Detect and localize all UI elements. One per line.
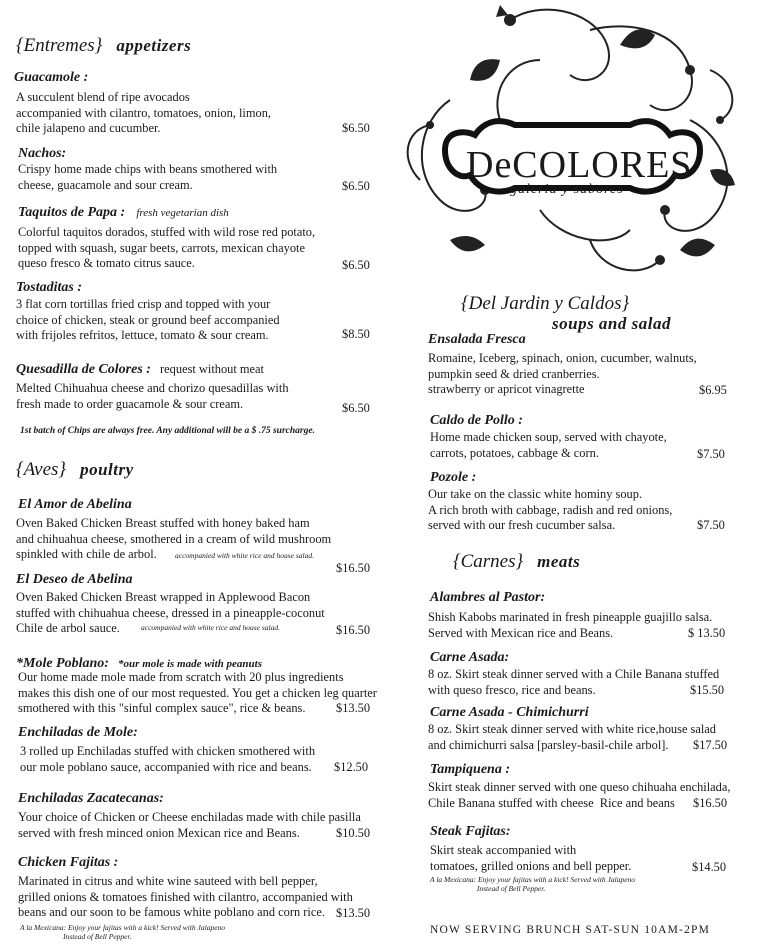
section-title: {Entremes} xyxy=(16,35,103,56)
item-description: 8 oz. Skirt steak dinner served with white rice,house salad and chimichurri salsa [parsley-basil-chile arbol]. xyxy=(428,722,717,752)
section-subtitle: appetizers xyxy=(116,36,192,55)
item-description: Colorful taquitos dorados, stuffed with wild rose red potato, topped with squash, sugar beets, carrots, mexican chayote queso fresco & tomato citrus sauce. xyxy=(18,225,316,270)
item-description: 3 flat corn tortillas fried crisp and topped with your choice of chicken, steak or ground beef accompanied with frijoles refritos, lettuce, tomato & sour cream. xyxy=(16,297,280,342)
item-name: Guacamole : xyxy=(14,70,89,85)
item-name: Quesadilla de Colores : xyxy=(16,362,151,377)
item-footnote: A la Mexicana: Enjoy your fajitas with a kick! Served with Jalapeno Instead of Bell Pepper. xyxy=(20,923,226,941)
item-name: Chicken Fajitas : xyxy=(18,855,119,870)
item-note: request without meat xyxy=(160,362,264,376)
item-description: Your choice of Chicken or Cheese enchiladas made with chile pasilla served with fresh minced onion Mexican rice and Beans. xyxy=(18,810,361,840)
item-name: El Amor de Abelina xyxy=(18,497,132,512)
section-subtitle: meats xyxy=(537,552,581,571)
item-price: $12.50 xyxy=(334,760,369,774)
item-price: $16.50 xyxy=(336,561,371,575)
item-price: $8.50 xyxy=(342,327,370,341)
item-price: $10.50 xyxy=(336,826,371,840)
section-title-soups: {Del Jardin y Caldos} xyxy=(461,293,630,314)
item-description: Crispy home made chips with beans smothered with cheese, guacamole and sour cream. xyxy=(18,162,278,192)
item-description: Shish Kabobs marinated in fresh pineapple guajillo salsa. Served with Mexican rice and Beans. xyxy=(428,610,713,640)
logo-subtitle: galeria y sabores xyxy=(510,182,624,197)
item-price: $7.50 xyxy=(697,518,725,532)
brunch-banner: NOW SERVING BRUNCH SAT-SUN 10AM-2PM xyxy=(430,924,711,936)
item-price: $6.95 xyxy=(699,383,727,397)
item-name: Carne Asada - Chimichurri xyxy=(430,705,589,720)
item-description: Oven Baked Chicken Breast wrapped in Applewood Bacon stuffed with chihuahua cheese, dressed in a pineapple-coconut Chile de arbol sauce. xyxy=(16,590,325,635)
item-price: $7.50 xyxy=(697,447,725,461)
item-heading xyxy=(16,652,262,672)
section-heading-meats xyxy=(453,550,580,573)
item-side-note: accompanied with white rice and house salad. xyxy=(141,623,280,632)
item-description: 8 oz. Skirt steak dinner served with a Chile Banana stuffed with queso fresco, rice and beans. xyxy=(428,667,720,697)
section-heading-poultry xyxy=(16,458,134,481)
logo-title: DeCOLORES xyxy=(466,144,693,186)
item-name: Caldo de Pollo : xyxy=(430,413,523,428)
item-description: Marinated in citrus and white wine sauteed with bell pepper, grilled onions & tomatoes finished with cilantro, accompanied with beans and our soon to be famous white poblano and corn rice. xyxy=(18,874,353,919)
section-subtitle-soups: soups and salad xyxy=(552,314,671,333)
item-description: Romaine, Iceberg, spinach, onion, cucumber, walnuts, pumpkin seed & dried cranberries. strawberry or apricot vinagrette xyxy=(428,351,697,396)
section-title: {Carnes} xyxy=(453,551,524,572)
item-note: fresh vegetarian dish xyxy=(136,207,229,219)
item-description: Skirt steak dinner served with one queso chihuaha enchilada, Chile Banana stuffed with cheese Rice and beans xyxy=(428,780,731,810)
item-name: Nachos: xyxy=(18,146,67,161)
item-price: $17.50 xyxy=(693,738,728,752)
item-footnote: A la Mexicana: Enjoy your fajitas with a kick! Served with Jalapeno Instead of Bell Pepper. xyxy=(430,875,636,893)
item-heading xyxy=(18,201,229,221)
item-description: Melted Chihuahua cheese and chorizo quesadillas with fresh made to order guacamole & sour cream. xyxy=(16,381,289,411)
section-title: {Aves} xyxy=(16,459,67,480)
item-description: 3 rolled up Enchiladas stuffed with chicken smothered with our mole poblano sauce, accompanied with rice and beans. xyxy=(20,744,316,774)
item-description: A succulent blend of ripe avocados accompanied with cilantro, tomatoes, onion, limon, chile jalapeno and cucumber. xyxy=(16,90,271,135)
item-name: Steak Fajitas: xyxy=(430,824,511,839)
item-description: Our home made mole made from scratch with 20 plus ingredients makes this dish one of our most requested. You get a chicken leg quarter smothered with this "sinful complex sauce", rice & beans. xyxy=(18,670,377,715)
item-description: Skirt steak accompanied with tomatoes, grilled onions and bell pepper. xyxy=(430,843,632,873)
item-name: Tostaditas : xyxy=(16,280,82,295)
item-price: $16.50 xyxy=(693,796,728,810)
item-name: Pozole : xyxy=(430,470,477,485)
section-heading-appetizers xyxy=(16,34,191,57)
item-note: *our mole is made with peanuts xyxy=(118,658,262,670)
item-price: $6.50 xyxy=(342,258,370,272)
item-description: Oven Baked Chicken Breast stuffed with honey baked ham and chihuahua cheese, smothered in a cream of wild mushroom spinkled with chile de arbol. xyxy=(16,516,332,561)
item-name: Ensalada Fresca xyxy=(428,332,526,347)
item-name: Enchiladas de Mole: xyxy=(18,725,138,740)
item-price: $ 13.50 xyxy=(688,626,726,640)
item-name: Alambres al Pastor: xyxy=(430,590,546,605)
item-description: Home made chicken soup, served with chayote, carrots, potatoes, cabbage & corn. xyxy=(430,430,667,460)
item-price: $13.50 xyxy=(336,906,371,920)
item-price: $16.50 xyxy=(336,623,371,637)
item-description: Our take on the classic white hominy soup. A rich broth with cabbage, radish and red onions, served with our fresh cucumber salsa. xyxy=(428,487,673,532)
item-side-note: accompanied with white rice and house salad. xyxy=(175,551,314,560)
item-name: Tampiquena : xyxy=(430,762,510,777)
item-name: Taquitos de Papa : xyxy=(18,205,126,220)
item-price: $6.50 xyxy=(342,401,370,415)
item-price: $15.50 xyxy=(690,683,725,697)
item-name: Enchiladas Zacatecanas: xyxy=(18,791,164,806)
item-heading xyxy=(16,358,264,378)
item-price: $6.50 xyxy=(342,179,370,193)
item-name: Carne Asada: xyxy=(430,650,510,665)
item-price: $6.50 xyxy=(342,121,370,135)
item-price: $14.50 xyxy=(692,860,727,874)
item-name: El Deseo de Abelina xyxy=(16,572,133,587)
chips-note: 1st batch of Chips are always free. Any additional will be a $ .75 surcharge. xyxy=(20,426,315,436)
item-price: $13.50 xyxy=(336,701,371,715)
section-subtitle: poultry xyxy=(80,460,134,479)
item-name: *Mole Poblano: xyxy=(16,656,109,671)
